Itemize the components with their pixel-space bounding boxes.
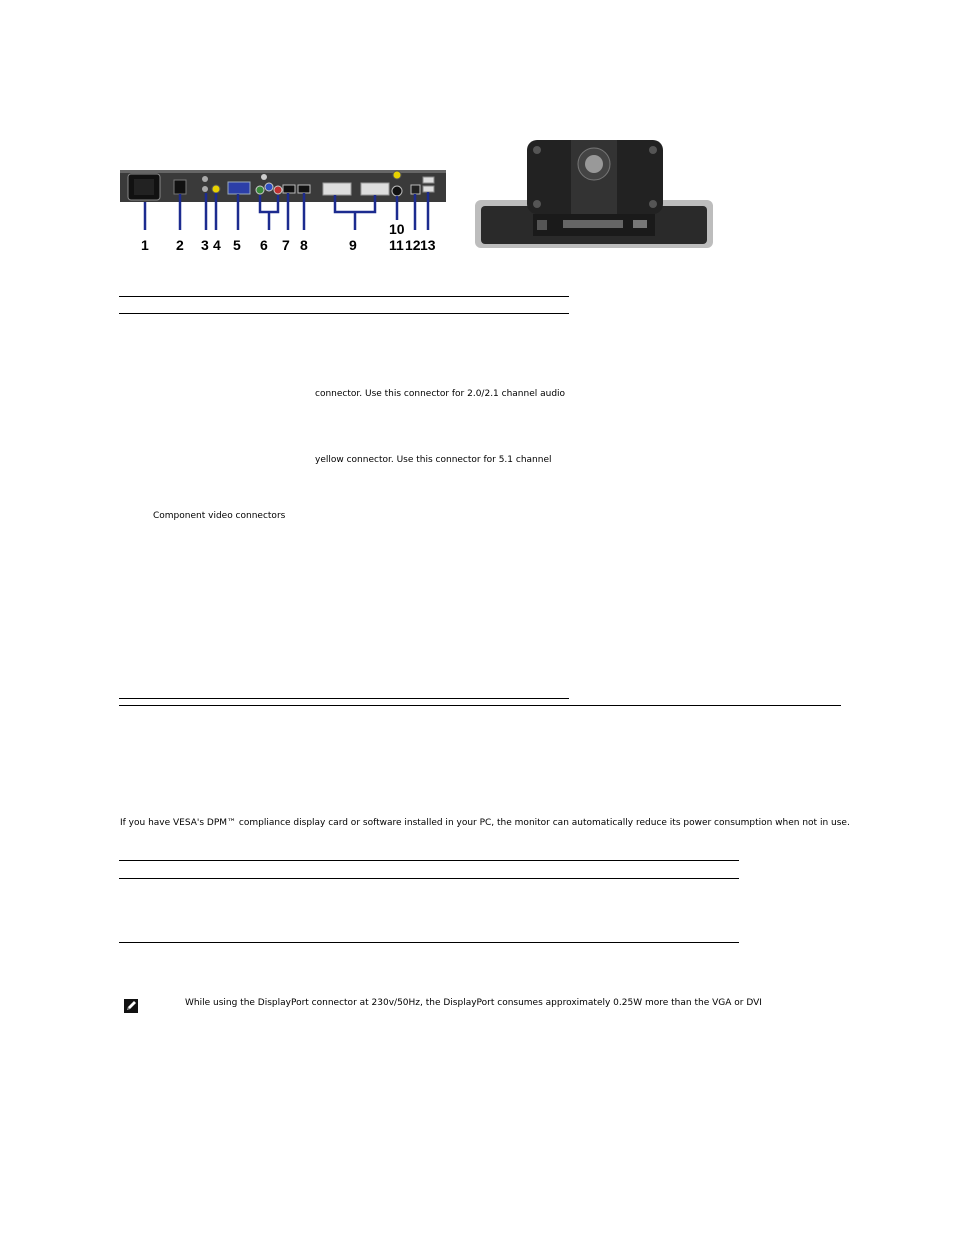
callout-11: 11 [389,237,404,253]
audio-connector-text: connector. Use this connector for 2.0/2.1 channel audio [315,389,566,399]
component-video-text: Component video connectors [153,511,286,521]
callout-10: 10 [389,221,405,237]
callout-2: 2 [176,237,184,253]
callout-7: 7 [282,237,290,253]
section-rule [119,705,841,706]
callout-12: 12 [405,237,421,253]
callout-13: 13 [420,237,436,253]
table-bottom-rule [119,698,569,699]
power-table-top-rule [119,860,739,861]
power-management-paragraph: If you have VESA's DPM™ compliance display card or software installed in your PC, the monitor can automatically reduce its power consumption when not in use. [120,818,850,828]
callout-4: 4 [213,237,221,253]
callout-9: 9 [349,237,357,253]
table-header-rule [119,313,569,314]
table-top-rule [119,296,569,297]
callout-3: 3 [201,237,209,253]
callout-6: 6 [260,237,268,253]
note-pencil-icon [124,998,138,1012]
note-text: While using the DisplayPort connector at 230v/50Hz, the DisplayPort consumes approximately 0.25W more than the VGA or DVI [185,998,762,1008]
monitor-back-figure [473,138,715,251]
yellow-connector-text: yellow connector. Use this connector for 5.1 channel [315,455,552,465]
power-table-header-rule [119,878,739,879]
power-table-bottom-rule [119,942,739,943]
callout-5: 5 [233,237,241,253]
callout-8: 8 [300,237,308,253]
callout-1: 1 [141,237,149,253]
monitor-back-photo [473,138,715,251]
